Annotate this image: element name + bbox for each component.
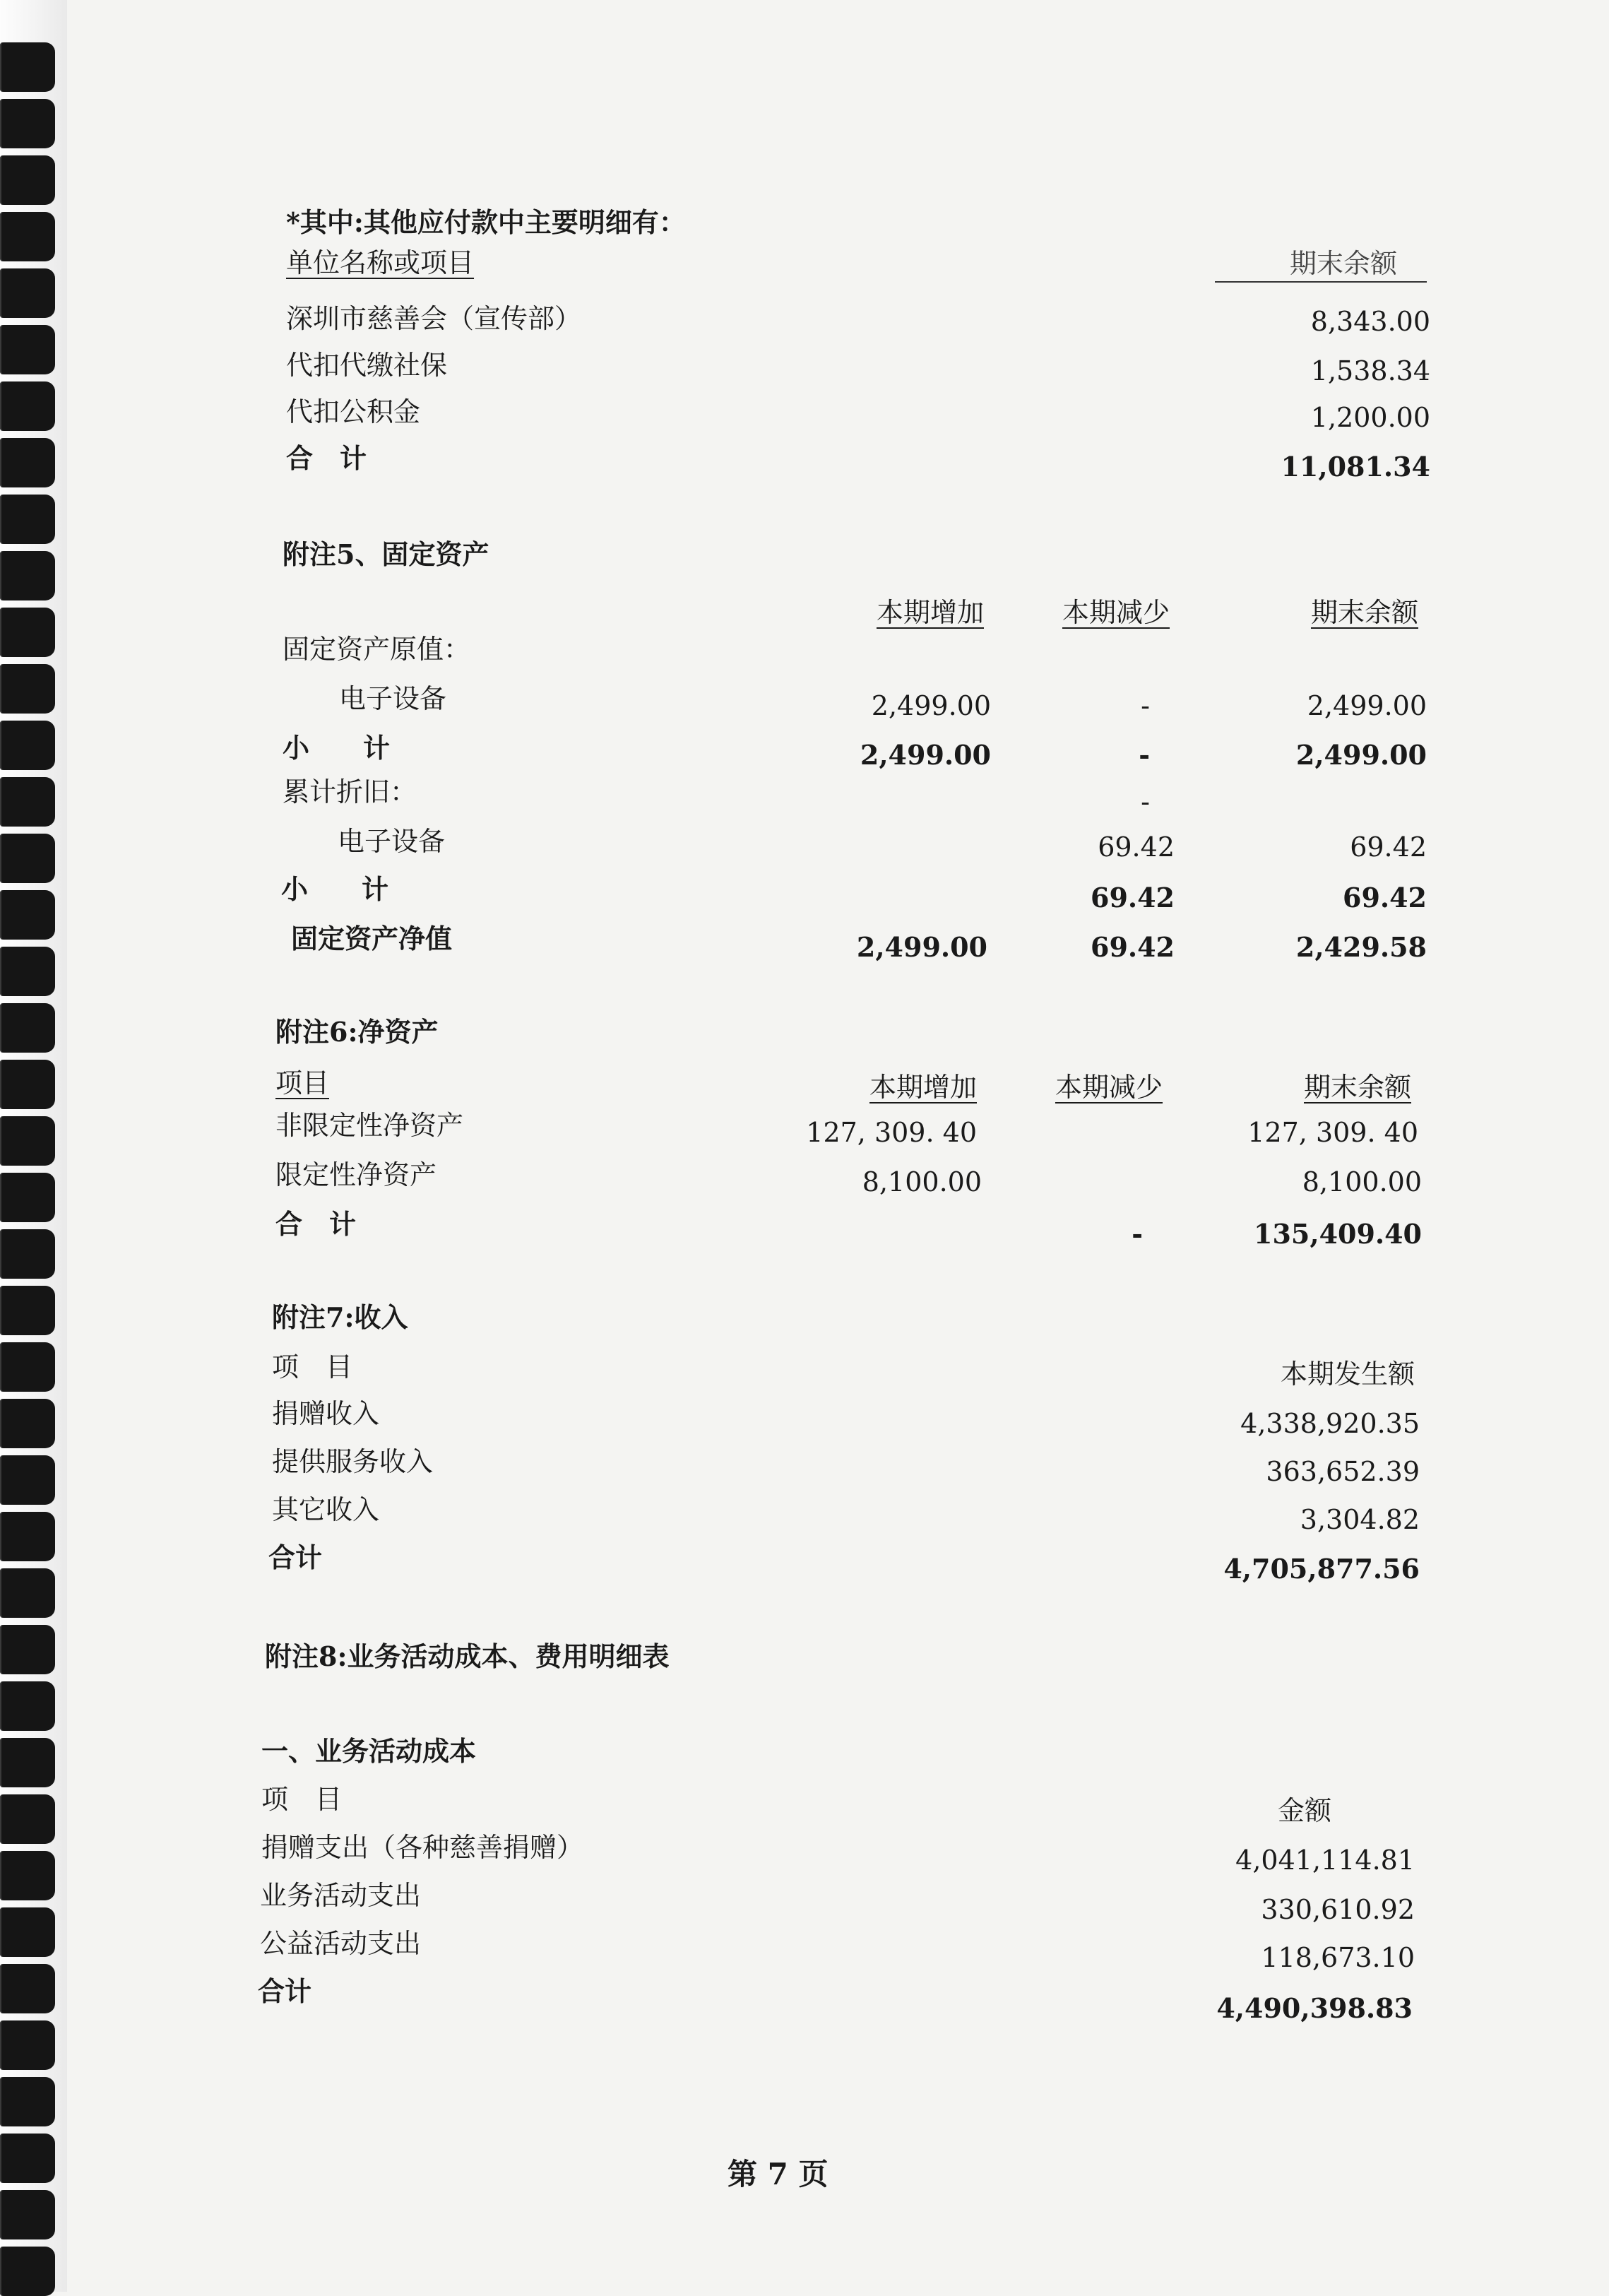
note6-row-name-0: 非限定性净资产: [275, 1110, 464, 1141]
note8-col-amount: 金额: [1277, 1795, 1331, 1826]
note7-row-amount-0: 4,338,920.35: [1240, 1408, 1420, 1439]
note7-total-label: 合计: [268, 1541, 323, 1573]
note5-dep-label-decrease: -: [1141, 786, 1150, 817]
note8-row-name-1: 业务活动支出: [260, 1880, 422, 1911]
payable-balance-2: 1,200.00: [1310, 402, 1430, 433]
note7-col-item: 项 目: [272, 1351, 353, 1383]
note8-row-name-2: 公益活动支出: [260, 1928, 422, 1959]
note6-total-balance: 135,409.40: [1254, 1218, 1422, 1250]
note8-section: 一、业务活动成本: [261, 1735, 477, 1767]
note7-title: 附注7:收入: [272, 1301, 408, 1333]
payable-name-0: 深圳市慈善会（宣传部）: [286, 303, 582, 334]
note6-row-increase-1: 8,100.00: [862, 1166, 982, 1197]
payables-total-value: 11,081.34: [1281, 451, 1430, 483]
note5-dep-item-name: 电子设备: [338, 826, 446, 857]
note8-row-amount-1: 330,610.92: [1261, 1894, 1415, 1925]
payable-balance-0: 8,343.00: [1310, 306, 1430, 337]
note6-row-name-1: 限定性净资产: [275, 1159, 437, 1190]
note8-col-item: 项 目: [261, 1784, 343, 1815]
note6-col-increase: 本期增加: [869, 1072, 977, 1103]
note8-row-name-0: 捐赠支出（各种慈善捐赠）: [261, 1832, 584, 1863]
payable-name-2: 代扣公积金: [286, 396, 421, 427]
note7-row-name-2: 其它收入: [272, 1494, 380, 1525]
note7-row-amount-2: 3,304.82: [1300, 1504, 1420, 1535]
other-payables-intro: *其中:其他应付款中主要明细有：: [286, 206, 686, 238]
note5-original-item-decrease: -: [1141, 690, 1150, 721]
header-underline: [1215, 281, 1427, 283]
note6-row-balance-0: 127, 309. 40: [1247, 1117, 1418, 1148]
note8-total-amount: 4,490,398.83: [1216, 1992, 1413, 2024]
note5-net-name: 固定资产净值: [291, 923, 453, 954]
note8-row-amount-0: 4,041,114.81: [1235, 1845, 1415, 1876]
payable-balance-1: 1,538.34: [1310, 355, 1430, 386]
note5-dep-label: 累计折旧：: [283, 776, 417, 807]
note7-row-name-0: 捐赠收入: [272, 1398, 380, 1429]
note7-col-amount: 本期发生额: [1280, 1359, 1415, 1390]
note5-title: 附注5、固定资产: [283, 538, 489, 570]
note5-dep-subtotal-decrease: 69.42: [1091, 882, 1175, 913]
col-header-item: 单位名称或项目: [286, 247, 475, 278]
note8-total-label: 合计: [258, 1975, 312, 2007]
note5-dep-subtotal-balance: 69.42: [1343, 882, 1427, 913]
note7-total-amount: 4,705,877.56: [1223, 1553, 1420, 1585]
note5-original-item-increase: 2,499.00: [871, 690, 991, 721]
note6-row-increase-0: 127, 309. 40: [806, 1117, 977, 1148]
note5-original-subtotal-increase: 2,499.00: [860, 739, 991, 771]
note6-title: 附注6:净资产: [275, 1016, 439, 1048]
note5-net-increase: 2,499.00: [856, 931, 987, 963]
note5-original-item-balance: 2,499.00: [1307, 690, 1427, 721]
note7-row-name-1: 提供服务收入: [272, 1446, 434, 1477]
payable-name-1: 代扣代缴社保: [286, 350, 448, 381]
note5-col-increase: 本期增加: [876, 597, 984, 628]
note5-original-subtotal-decrease: -: [1139, 739, 1150, 771]
note6-col-item: 项目: [275, 1067, 330, 1099]
note5-dep-item-decrease: 69.42: [1098, 832, 1175, 863]
payables-total-label: 合 计: [286, 442, 367, 474]
col-header-balance: 期末余额: [1289, 248, 1397, 279]
note8-title: 附注8:业务活动成本、费用明细表: [265, 1640, 670, 1672]
note6-total-label: 合 计: [275, 1208, 357, 1240]
note8-row-amount-2: 118,673.10: [1261, 1942, 1415, 1973]
note6-total-decrease: -: [1132, 1218, 1143, 1250]
note6-row-balance-1: 8,100.00: [1302, 1166, 1422, 1197]
note5-net-decrease: 69.42: [1091, 931, 1175, 963]
note5-original-subtotal-name: 小 计: [283, 732, 391, 764]
note5-col-decrease: 本期减少: [1062, 597, 1170, 628]
note7-row-amount-1: 363,652.39: [1266, 1456, 1420, 1487]
note6-col-balance: 期末余额: [1303, 1072, 1411, 1103]
note5-dep-item-balance: 69.42: [1350, 832, 1427, 863]
note5-net-balance: 2,429.58: [1295, 931, 1427, 963]
note5-original-subtotal-balance: 2,499.00: [1295, 739, 1427, 771]
note5-original-label: 固定资产原值：: [283, 634, 471, 665]
note5-col-balance: 期末余额: [1310, 597, 1418, 628]
note5-dep-subtotal-name: 小 计: [281, 873, 389, 905]
note6-col-decrease: 本期减少: [1055, 1072, 1163, 1103]
page-number: 第 7 页: [728, 2157, 829, 2191]
note5-original-item-name: 电子设备: [339, 683, 447, 714]
